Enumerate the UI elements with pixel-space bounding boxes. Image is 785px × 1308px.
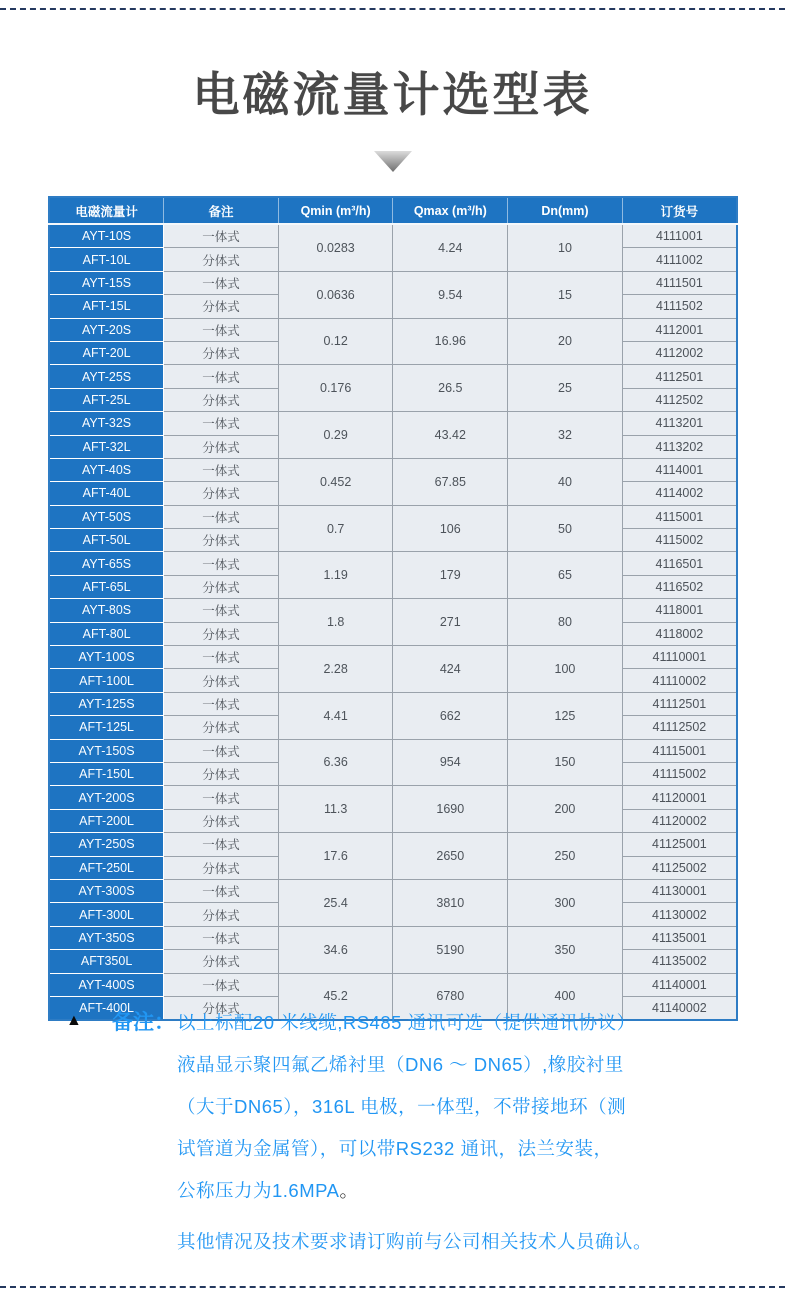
remark-line-text: 公称压力为1.6MPA: [177, 1180, 340, 1201]
note-cell: 一体式: [164, 552, 279, 575]
note-cell: 一体式: [164, 692, 279, 715]
dn-cell: 40: [508, 458, 623, 505]
table-row: [49, 224, 737, 248]
note-cell: 一体式: [164, 879, 279, 902]
qmin-cell: 2.28: [278, 646, 393, 693]
table-row: [49, 365, 737, 388]
remark-label: 备注：: [112, 1011, 175, 1034]
note-cell: 分体式: [164, 341, 279, 364]
dn-cell: 65: [508, 552, 623, 599]
model-cell: AFT-50L: [49, 529, 164, 552]
qmax-cell: 271: [393, 599, 508, 646]
qmin-cell: 25.4: [278, 879, 393, 926]
qmin-cell: 45.2: [278, 973, 393, 1020]
model-cell: AFT-65L: [49, 575, 164, 598]
note-cell: 分体式: [164, 482, 279, 505]
order-cell: 4115002: [622, 529, 737, 552]
order-cell: 41130002: [622, 903, 737, 926]
qmax-cell: 6780: [393, 973, 508, 1020]
dn-cell: 80: [508, 599, 623, 646]
dn-cell: 32: [508, 412, 623, 459]
model-cell: AFT-20L: [49, 341, 164, 364]
note-cell: 一体式: [164, 365, 279, 388]
qmin-cell: 0.12: [278, 318, 393, 365]
table-row: [49, 786, 737, 809]
note-cell: 一体式: [164, 646, 279, 669]
header-qmax: Qmax (m³/h): [393, 197, 508, 224]
note-cell: 一体式: [164, 739, 279, 762]
table-row: [49, 505, 737, 528]
note-cell: 一体式: [164, 318, 279, 341]
order-cell: 4111502: [622, 295, 737, 318]
qmin-cell: 0.7: [278, 505, 393, 552]
note-cell: 一体式: [164, 412, 279, 435]
model-cell: AFT-32L: [49, 435, 164, 458]
note-cell: 分体式: [164, 716, 279, 739]
qmax-cell: 4.24: [393, 224, 508, 271]
qmax-cell: 424: [393, 646, 508, 693]
remark-line: [177, 1170, 652, 1212]
order-cell: 4114001: [622, 458, 737, 481]
model-cell: AYT-250S: [49, 833, 164, 856]
model-cell: AFT-100L: [49, 669, 164, 692]
order-cell: 4114002: [622, 482, 737, 505]
order-cell: 41110002: [622, 669, 737, 692]
order-cell: 41130001: [622, 879, 737, 902]
remark-line: （大于DN65），316L 电极，一体型，不带接地环（测: [177, 1096, 627, 1117]
note-cell: 一体式: [164, 599, 279, 622]
qmax-cell: 16.96: [393, 318, 508, 365]
note-cell: 一体式: [164, 505, 279, 528]
order-cell: 4111002: [622, 248, 737, 271]
qmax-cell: 67.85: [393, 458, 508, 505]
note-cell: 一体式: [164, 926, 279, 949]
qmax-cell: 1690: [393, 786, 508, 833]
qmin-cell: 0.176: [278, 365, 393, 412]
table-row: [49, 646, 737, 669]
note-cell: 分体式: [164, 856, 279, 879]
model-cell: AYT-350S: [49, 926, 164, 949]
table-row: [49, 552, 737, 575]
remark-footer: 其他情况及技术要求请订购前与公司相关技术人员确认。: [177, 1231, 653, 1252]
model-cell: AYT-100S: [49, 646, 164, 669]
order-cell: 41115001: [622, 739, 737, 762]
model-cell: AYT-80S: [49, 599, 164, 622]
dn-cell: 300: [508, 879, 623, 926]
qmin-cell: 0.452: [278, 458, 393, 505]
table-row: [49, 926, 737, 949]
order-cell: 4112502: [622, 388, 737, 411]
note-cell: 一体式: [164, 271, 279, 294]
model-cell: AFT-40L: [49, 482, 164, 505]
note-cell: 一体式: [164, 224, 279, 248]
model-cell: AFT350L: [49, 950, 164, 973]
model-cell: AFT-25L: [49, 388, 164, 411]
table-row: [49, 692, 737, 715]
note-cell: 分体式: [164, 295, 279, 318]
qmax-cell: 662: [393, 692, 508, 739]
header-dn: Dn(mm): [508, 197, 623, 224]
note-cell: 分体式: [164, 669, 279, 692]
qmin-cell: 0.0283: [278, 224, 393, 271]
dn-cell: 50: [508, 505, 623, 552]
model-cell: AYT-40S: [49, 458, 164, 481]
model-cell: AYT-15S: [49, 271, 164, 294]
remark-period: 。: [339, 1180, 359, 1201]
order-cell: 4112501: [622, 365, 737, 388]
table-header-row: [49, 197, 737, 224]
order-cell: 41125002: [622, 856, 737, 879]
qmax-cell: 43.42: [393, 412, 508, 459]
model-cell: AYT-20S: [49, 318, 164, 341]
qmax-cell: 3810: [393, 879, 508, 926]
note-cell: 一体式: [164, 786, 279, 809]
qmin-cell: 4.41: [278, 692, 393, 739]
page-title: 电磁流量计选型表: [192, 68, 593, 121]
qmax-cell: 26.5: [393, 365, 508, 412]
dn-cell: 100: [508, 646, 623, 693]
table-row: [49, 739, 737, 762]
table-row: [49, 879, 737, 902]
order-cell: 41120001: [622, 786, 737, 809]
remark-line: 试管道为金属管），可以带RS232 通讯，法兰安装，: [177, 1138, 613, 1159]
table-row: [49, 973, 737, 996]
order-cell: 41135001: [622, 926, 737, 949]
model-cell: AFT-125L: [49, 716, 164, 739]
qmin-cell: 0.29: [278, 412, 393, 459]
model-cell: AFT-150L: [49, 762, 164, 785]
remark-line: 以上标配20 米线缆,RS485 通讯可选（提供通讯协议）: [177, 1012, 636, 1033]
model-cell: AFT-10L: [49, 248, 164, 271]
dn-cell: 250: [508, 833, 623, 880]
model-cell: AYT-400S: [49, 973, 164, 996]
qmin-cell: 1.8: [278, 599, 393, 646]
dn-cell: 400: [508, 973, 623, 1020]
dn-cell: 150: [508, 739, 623, 786]
model-cell: AFT-15L: [49, 295, 164, 318]
order-cell: 4112002: [622, 341, 737, 364]
note-cell: 分体式: [164, 903, 279, 926]
order-cell: 41115002: [622, 762, 737, 785]
dn-cell: 10: [508, 224, 623, 271]
table-row: [49, 458, 737, 481]
note-cell: 分体式: [164, 996, 279, 1020]
qmin-cell: 17.6: [278, 833, 393, 880]
header-qmin: Qmin (m³/h): [278, 197, 393, 224]
model-cell: AYT-65S: [49, 552, 164, 575]
table-row: [49, 318, 737, 341]
qmin-cell: 6.36: [278, 739, 393, 786]
qmin-cell: 1.19: [278, 552, 393, 599]
order-cell: 4113201: [622, 412, 737, 435]
table-row: [49, 271, 737, 294]
dn-cell: 200: [508, 786, 623, 833]
note-cell: 一体式: [164, 833, 279, 856]
model-cell: AYT-300S: [49, 879, 164, 902]
model-cell: AYT-150S: [49, 739, 164, 762]
dn-cell: 15: [508, 271, 623, 318]
order-cell: 41140002: [622, 996, 737, 1020]
order-cell: 41112502: [622, 716, 737, 739]
note-cell: 分体式: [164, 622, 279, 645]
note-cell: 一体式: [164, 458, 279, 481]
qmax-cell: 106: [393, 505, 508, 552]
remark-body: [177, 1002, 652, 1263]
product-table-body: [49, 224, 737, 1020]
order-cell: 4111501: [622, 271, 737, 294]
model-cell: AFT-250L: [49, 856, 164, 879]
model-cell: AYT-10S: [49, 224, 164, 248]
model-cell: AFT-300L: [49, 903, 164, 926]
note-cell: 分体式: [164, 248, 279, 271]
header-model: 电磁流量计: [49, 197, 164, 224]
order-cell: 41125001: [622, 833, 737, 856]
model-cell: AYT-125S: [49, 692, 164, 715]
qmax-cell: 5190: [393, 926, 508, 973]
table-row: [49, 833, 737, 856]
order-cell: 41135002: [622, 950, 737, 973]
order-cell: 4116502: [622, 575, 737, 598]
triangle-bullet-icon: ▲: [66, 1012, 82, 1029]
model-cell: AYT-32S: [49, 412, 164, 435]
model-cell: AFT-400L: [49, 996, 164, 1020]
order-cell: 4111001: [622, 224, 737, 248]
qmin-cell: 11.3: [278, 786, 393, 833]
order-cell: 41110001: [622, 646, 737, 669]
dn-cell: 350: [508, 926, 623, 973]
dn-cell: 25: [508, 365, 623, 412]
product-table: [48, 196, 738, 1021]
bottom-dashed-divider: [0, 1286, 785, 1288]
order-cell: 41140001: [622, 973, 737, 996]
table-row: [49, 412, 737, 435]
order-cell: 41112501: [622, 692, 737, 715]
qmin-cell: 34.6: [278, 926, 393, 973]
note-cell: 分体式: [164, 809, 279, 832]
model-cell: AYT-50S: [49, 505, 164, 528]
order-cell: 4112001: [622, 318, 737, 341]
remark-line: 液晶显示聚四氟乙烯衬里（DN6 ～ DN65）,橡胶衬里: [177, 1054, 624, 1075]
qmax-cell: 9.54: [393, 271, 508, 318]
order-cell: 4118002: [622, 622, 737, 645]
header-note: 备注: [164, 197, 279, 224]
qmax-cell: 2650: [393, 833, 508, 880]
order-cell: 4118001: [622, 599, 737, 622]
model-cell: AFT-200L: [49, 809, 164, 832]
order-cell: 4113202: [622, 435, 737, 458]
qmax-cell: 954: [393, 739, 508, 786]
model-cell: AFT-80L: [49, 622, 164, 645]
header-order: 订货号: [622, 197, 737, 224]
dn-cell: 125: [508, 692, 623, 739]
top-dashed-divider: [0, 8, 785, 10]
arrow-down-icon: [374, 151, 412, 172]
note-cell: 一体式: [164, 973, 279, 996]
qmax-cell: 179: [393, 552, 508, 599]
model-cell: AYT-25S: [49, 365, 164, 388]
table-row: [49, 599, 737, 622]
order-cell: 41120002: [622, 809, 737, 832]
note-cell: 分体式: [164, 762, 279, 785]
order-cell: 4116501: [622, 552, 737, 575]
note-cell: 分体式: [164, 529, 279, 552]
dn-cell: 20: [508, 318, 623, 365]
remark-section: [66, 1002, 652, 1263]
note-cell: 分体式: [164, 435, 279, 458]
order-cell: 4115001: [622, 505, 737, 528]
model-cell: AYT-200S: [49, 786, 164, 809]
note-cell: 分体式: [164, 575, 279, 598]
note-cell: 分体式: [164, 388, 279, 411]
note-cell: 分体式: [164, 950, 279, 973]
qmin-cell: 0.0636: [278, 271, 393, 318]
